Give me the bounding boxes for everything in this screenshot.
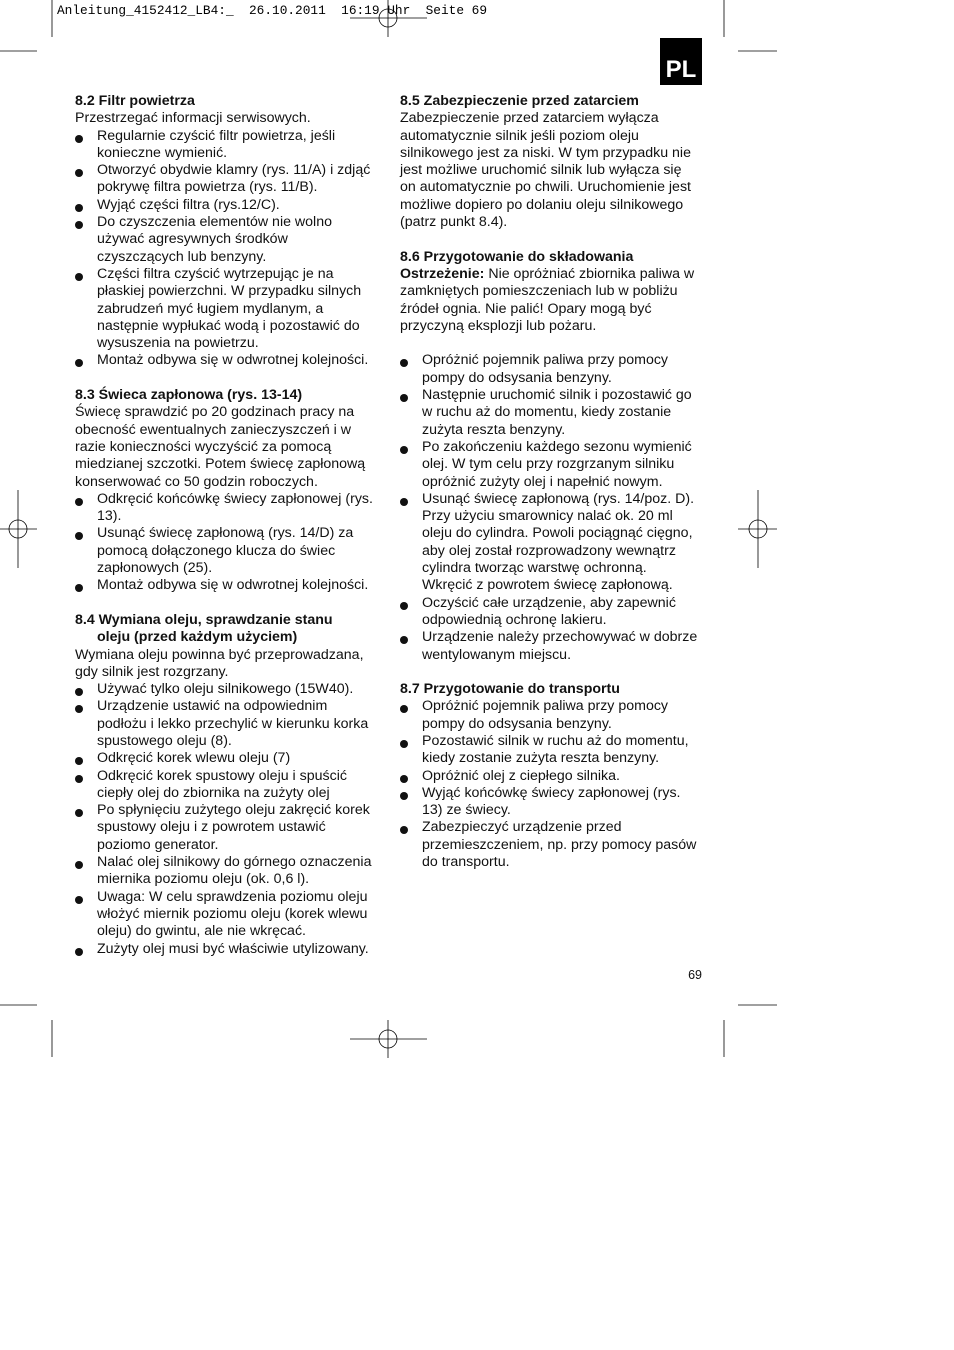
- bullet-line: Do czyszczenia elementów nie wolno: [97, 214, 332, 231]
- bullet-line: spustowy oleju i z powrotem ustawić: [97, 819, 326, 836]
- bullet-item: [400, 629, 705, 664]
- bullet-line: konieczne wymienić.: [97, 144, 228, 161]
- bullet-icon: [75, 135, 83, 143]
- bullet-item: [400, 785, 705, 820]
- bullet-line: w ruchu aż do momentu, kiedy zostanie: [422, 404, 672, 421]
- bullet-icon: [75, 359, 83, 367]
- crop-mark-top-right: [724, 0, 777, 51]
- bullet-item: [75, 162, 380, 197]
- heading-line: 8.4 Wymiana oleju, sprawdzanie stanu: [75, 611, 333, 628]
- bullet-line: zabrudzeń myć ługiem mydlanym, a: [97, 300, 324, 317]
- intro-text: zamkniętych pomieszczeniach lub w pobliżu: [400, 283, 678, 300]
- bullet-line: zużyta reszta benzyny.: [422, 421, 566, 438]
- intro-line: [400, 318, 705, 335]
- section-heading: [400, 249, 705, 266]
- bullet-line: Uwaga: W celu sprawdzenia poziomu oleju: [97, 888, 368, 905]
- bullet-line: czyszczących lub benzyny.: [97, 248, 267, 265]
- language-badge: [660, 38, 702, 85]
- bullet-line: Urządzenie należy przechowywać w dobrze: [422, 629, 698, 646]
- section-transport-preparation: [400, 681, 705, 871]
- bullet-icon: [75, 861, 83, 869]
- bullet-icon: [400, 705, 408, 713]
- warning-label: Ostrzeżenie:: [400, 265, 485, 282]
- bullet-line: Po zakończeniu każdego sezonu wymienić: [422, 438, 692, 455]
- bullet-line: Regularnie czyścić filtr powietrza, jeśli: [97, 127, 336, 144]
- bullet-item: [75, 266, 380, 352]
- bullet-item: [75, 698, 380, 750]
- intro-text: miedzianej szczotki. Potem świecę zapłonową: [75, 456, 366, 473]
- crop-mark-bottom-right: [724, 1005, 777, 1057]
- intro-text: Przestrzegać informacji serwisowych.: [75, 110, 311, 127]
- print-slug: Anleitung_4152412_LB4:_ 26.10.2011 16:19 Uhr Seite 69: [57, 3, 488, 18]
- bullet-line: Pozostawić silnik w ruchu aż do momentu,: [422, 732, 689, 749]
- intro-text: źródeł ognia. Nie palić! Opary mogą być: [400, 300, 652, 317]
- bullet-line: Usunąć świecę zapłonową (rys. 14/D) za: [97, 525, 354, 542]
- heading-line: 8.3 Świeca zapłonowa (rys. 13-14): [75, 387, 303, 404]
- bullet-line: olej. W tym celu przy rozgrzanym silniku: [422, 456, 675, 473]
- bullet-line: Odkręcić końcówkę świecy zapłonowej (rys.: [97, 490, 373, 507]
- bullet-icon: [400, 394, 408, 402]
- bullet-line: Zabezpieczyć urządzenie przed: [422, 819, 622, 836]
- intro-text: Nie opróżniać zbiornika paliwa w: [488, 265, 695, 282]
- intro-text: silnikowego jest za niski. W tym przypadku nie: [400, 144, 691, 161]
- bullet-icon: [400, 446, 408, 454]
- section-heading: [400, 93, 705, 110]
- bullet-icon: [75, 498, 83, 506]
- bullet-item: [75, 577, 380, 594]
- bullet-line: pokrywę filtra powietrza (rys. 11/B).: [97, 179, 318, 196]
- bullet-item: [400, 352, 705, 387]
- bullet-line: podłożu i lekko przechylić w kierunku korka: [97, 715, 369, 732]
- bullet-icon: [75, 273, 83, 281]
- intro-text: jest możliwe uruchomić silnik lub wyłącza się: [400, 162, 682, 179]
- intro-line: [400, 283, 705, 300]
- heading-line: oleju (przed każdym użyciem): [97, 629, 298, 646]
- bullet-line: Oczyścić całe urządzenie, aby zapewnić: [422, 594, 676, 611]
- intro-text: Wymiana oleju powinna być przeprowadzana,: [75, 646, 364, 663]
- bullet-line: Odkręcić korek spustowy oleju i spuścić: [97, 767, 347, 784]
- bullet-icon: [75, 948, 83, 956]
- bullet-item: [75, 352, 380, 369]
- heading-line: 8.6 Przygotowanie do składowania: [400, 248, 634, 265]
- section-heading: [75, 387, 380, 404]
- bullet-item: [75, 525, 380, 577]
- bullet-line: wysuszenia na powietrzu.: [97, 335, 259, 352]
- intro-line: [75, 422, 380, 439]
- bullet-line: Opróżnić pojemnik paliwa przy pomocy: [422, 698, 669, 715]
- bullet-icon: [75, 809, 83, 817]
- bullet-item: [400, 595, 705, 630]
- intro-text: Świecę sprawdzić po 20 godzinach pracy na: [75, 404, 355, 421]
- bullet-line: 13).: [97, 508, 122, 525]
- section-intro: [400, 266, 705, 335]
- bullet-list: [75, 491, 380, 595]
- intro-text: konserwować co 50 godzin roboczych.: [75, 473, 318, 490]
- bullet-line: Zużyty olej musi być właściwie utylizowany.: [97, 940, 369, 957]
- registration-mark-right: [738, 490, 777, 568]
- intro-text: on automatycznie po chwili. Uruchomienie jest: [400, 179, 691, 196]
- bullet-icon: [75, 584, 83, 592]
- registration-mark-left: [0, 490, 37, 568]
- bullet-item: [400, 439, 705, 491]
- intro-line: [400, 214, 705, 231]
- bullet-line: opróżnić zużyty olej i napełnić nowym.: [422, 473, 663, 490]
- bullet-icon: [400, 498, 408, 506]
- bullet-item: [400, 387, 705, 439]
- bullet-item: [75, 941, 380, 958]
- bullet-line: Po spłynięciu zużytego oleju zakręcić korek: [97, 802, 370, 819]
- section-storage-preparation: [400, 249, 705, 664]
- intro-text: możliwe dopiero po dolaniu oleju silnikowego: [400, 196, 684, 213]
- bullet-line: pompy do odsysania benzyny.: [422, 369, 612, 386]
- bullet-item: [75, 214, 380, 266]
- bullet-item: [75, 750, 380, 767]
- heading-line: 8.2 Filtr powietrza: [75, 93, 195, 109]
- bullet-item: [400, 819, 705, 871]
- bullet-line: Montaż odbywa się w odwrotnej kolejności.: [97, 352, 369, 369]
- intro-text: Zabezpieczenie przed zatarciem wyłącza: [400, 110, 659, 127]
- intro-text: (patrz punkt 8.4).: [400, 214, 508, 231]
- bullet-line: 13) ze świecy.: [422, 802, 511, 819]
- bullet-item: [75, 491, 380, 526]
- intro-line: [400, 110, 705, 127]
- section-heading: [75, 612, 380, 647]
- bullet-icon: [75, 775, 83, 783]
- bullet-line: Urządzenie ustawić na odpowiednim: [97, 698, 328, 715]
- bullet-item: [75, 802, 380, 854]
- bullet-item: [75, 889, 380, 941]
- bullet-line: płaskiej powierzchni. W przypadku silnych: [97, 283, 362, 300]
- bullet-line: do transportu.: [422, 854, 510, 871]
- bullet-line: odpowiednią ochronę lakieru.: [422, 611, 607, 628]
- section-oil-change: [75, 612, 380, 958]
- section-heading: [75, 93, 380, 110]
- bullet-icon: [75, 221, 83, 229]
- bullet-icon: [400, 359, 408, 367]
- bullet-line: włożyć miernik poziomu oleju (korek wlewu: [97, 905, 368, 922]
- intro-text: obecność ewentualnych zanieczyszczeń i w: [75, 421, 352, 438]
- bullet-line: Przy użyciu smarownicy nalać ok. 20 ml: [422, 508, 673, 525]
- bullet-line: Nalać olej silnikowy do górnego oznaczenia: [97, 854, 372, 871]
- bullet-item: [400, 733, 705, 768]
- bullet-item: [400, 491, 705, 595]
- bullet-icon: [75, 688, 83, 696]
- intro-line: [75, 456, 380, 473]
- bullet-list: [75, 128, 380, 370]
- section-intro: [75, 647, 380, 682]
- intro-line: [400, 301, 705, 318]
- bullet-item: [75, 854, 380, 889]
- registration-mark-bottom: [350, 1020, 427, 1058]
- crop-mark-top-left: [0, 0, 52, 51]
- bullet-line: kiedy zostanie zużyta reszta benzyny.: [422, 750, 660, 767]
- bullet-line: Montaż odbywa się w odwrotnej kolejności.: [97, 577, 369, 594]
- intro-text: przyczyną eksplozji lub pożaru.: [400, 317, 597, 334]
- bullet-line: następnie wypłukać wodą i pozostawić do: [97, 317, 360, 334]
- bullet-line: pomocą dołączonego klucza do świec: [97, 542, 336, 559]
- bullet-icon: [75, 896, 83, 904]
- bullet-line: Następnie uruchomić silnik i pozostawić go: [422, 387, 692, 404]
- bullet-line: Opróżnić olej z ciepłego silnika.: [422, 767, 620, 784]
- intro-line: [400, 197, 705, 214]
- bullet-icon: [400, 792, 408, 800]
- intro-line: [400, 145, 705, 162]
- bullet-line: zapłonowych (25).: [97, 560, 213, 577]
- section-seizure-protection: [400, 93, 705, 231]
- bullet-line: Wyjąć części filtra (rys.12/C).: [97, 196, 280, 213]
- bullet-line: miernika poziomu oleju (ok. 0,6 l).: [97, 871, 310, 888]
- bullet-line: Otworzyć obydwie klamry (rys. 11/A) i zdjąć: [97, 162, 371, 179]
- section-air-filter: [75, 93, 380, 370]
- bullet-item: [75, 197, 380, 214]
- bullet-line: Używać tylko oleju silnikowego (15W40).: [97, 681, 354, 698]
- intro-line: [400, 128, 705, 145]
- intro-line: [75, 110, 380, 127]
- intro-line: [75, 474, 380, 491]
- bullet-line: wentylowanym miejscu.: [422, 646, 572, 663]
- intro-line: [75, 664, 380, 681]
- section-heading: [400, 681, 705, 698]
- bullet-line: używać agresywnych środków: [97, 231, 288, 248]
- bullet-line: oleju do cylindra. Powoli pociągnąć cięgno,: [422, 525, 693, 542]
- section-spark-plug: [75, 387, 380, 595]
- bullet-line: aby olej został rozprowadzony wewnątrz: [422, 542, 676, 559]
- right-column: [400, 93, 705, 871]
- intro-line: [400, 179, 705, 196]
- bullet-line: Usunąć świecę zapłonową (rys. 14/poz. D).: [422, 490, 695, 507]
- intro-line: [400, 162, 705, 179]
- bullet-item: [400, 768, 705, 785]
- bullet-list: [400, 698, 705, 871]
- bullet-line: spustowego oleju (8).: [97, 732, 232, 749]
- bullet-line: ciepły olej do zbiornika na zużyty olej: [97, 784, 330, 801]
- section-intro: [75, 404, 380, 490]
- bullet-line: Części filtra czyścić wytrzepując je na: [97, 265, 334, 282]
- bullet-list: [400, 352, 705, 663]
- bullet-line: pompy do odsysania benzyny.: [422, 715, 612, 732]
- bullet-item: [75, 128, 380, 163]
- bullet-list: [75, 681, 380, 958]
- intro-text: razie konieczności wyczyścić za pomocą: [75, 438, 332, 455]
- crop-mark-bottom-left: [0, 1005, 52, 1057]
- section-intro: [400, 110, 705, 231]
- bullet-line: Wyjąć końcówkę świecy zapłonowej (rys.: [422, 784, 681, 801]
- bullet-line: oleju) do gwintu, ale nie wkręcać.: [97, 923, 306, 940]
- bullet-item: [75, 681, 380, 698]
- bullet-icon: [75, 705, 83, 713]
- bullet-icon: [400, 775, 408, 783]
- bullet-icon: [400, 636, 408, 644]
- intro-line: [75, 404, 380, 421]
- bullet-icon: [75, 204, 83, 212]
- bullet-line: cylindra tworząc warstwę ochronną.: [422, 560, 647, 577]
- intro-text: gdy silnik jest rozgrzany.: [75, 663, 229, 680]
- bullet-line: przemieszczeniem, np. przy pomocy pasów: [422, 836, 697, 853]
- section-intro: [75, 110, 380, 127]
- bullet-line: Wkręcić z powrotem świecę zapłonową.: [422, 577, 673, 594]
- bullet-item: [400, 698, 705, 733]
- left-column: [75, 93, 380, 958]
- page-number: 69: [688, 968, 702, 982]
- bullet-icon: [400, 740, 408, 748]
- bullet-icon: [400, 602, 408, 610]
- intro-line: [75, 439, 380, 456]
- bullet-line: Opróżnić pojemnik paliwa przy pomocy: [422, 352, 669, 369]
- heading-line: 8.5 Zabezpieczenie przed zatarciem: [400, 93, 639, 109]
- heading-line: 8.7 Przygotowanie do transportu: [400, 681, 620, 698]
- intro-text: automatycznie silnik jeśli poziom oleju: [400, 127, 639, 144]
- bullet-item: [75, 768, 380, 803]
- intro-line: [400, 266, 705, 283]
- language-badge-label: PL: [665, 56, 697, 83]
- bullet-icon: [75, 757, 83, 765]
- bullet-icon: [400, 826, 408, 834]
- bullet-line: poziomo generator.: [97, 836, 219, 853]
- bullet-line: Odkręcić korek wlewu oleju (7): [97, 750, 291, 767]
- intro-line: [75, 647, 380, 664]
- bullet-icon: [75, 169, 83, 177]
- bullet-icon: [75, 532, 83, 540]
